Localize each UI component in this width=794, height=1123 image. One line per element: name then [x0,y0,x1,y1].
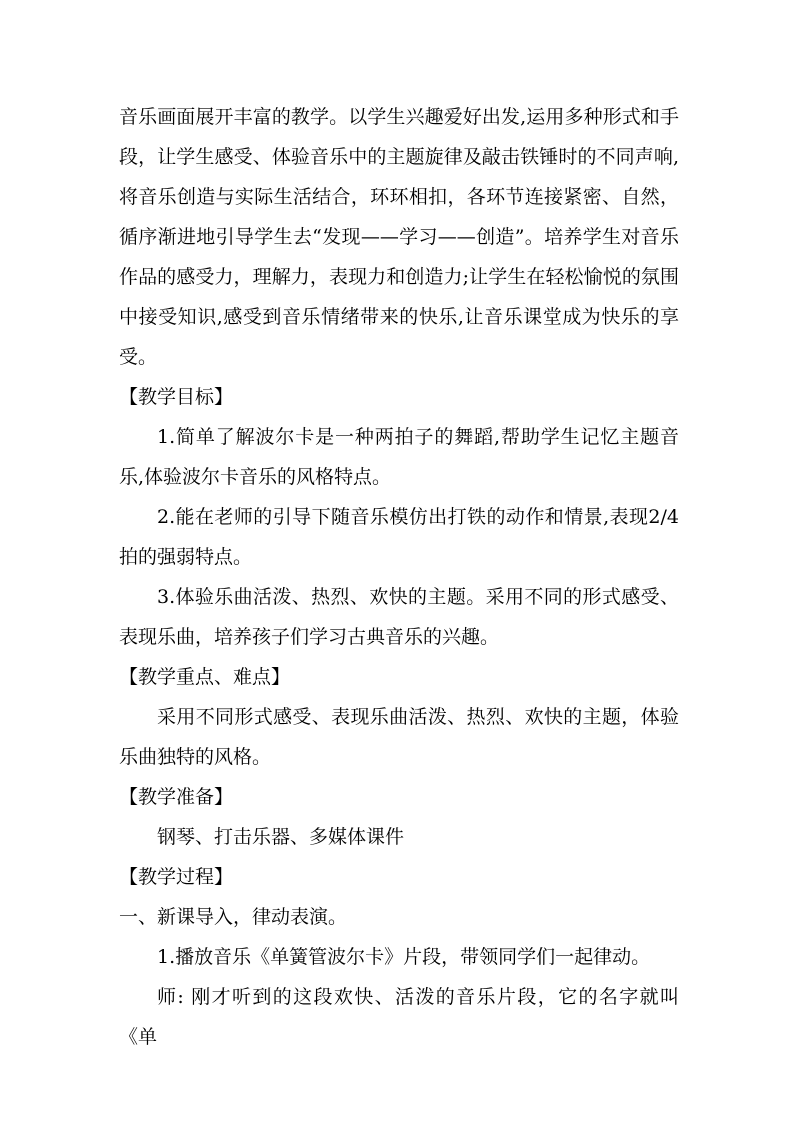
process-step-item: 1.播放音乐《单簧管波尔卡》片段，带领同学们一起律动。 [157,946,651,968]
key-points-text: 采用不同形式感受、表现乐曲活泼、热烈、欢快的主题，体验乐曲独特的风格。 [119,706,679,768]
objective-item-2: 2.能在老师的引导下随音乐模仿出打铁的动作和情景,表现2/4拍的强弱特点。 [119,506,679,568]
teacher-line: 师: 刚才听到的这段欢快、活泼的音乐片段，它的名字就叫《单 [119,986,679,1048]
objective-item-1: 1.简单了解波尔卡是一种两拍子的舞蹈,帮助学生记忆主题音乐,体验波尔卡音乐的风格特点。 [119,426,679,488]
intro-paragraph: 音乐画面展开丰富的教学。以学生兴趣爱好出发,运用多种形式和手段，让学生感受、体验音乐中的主题旋律及敲击铁锤时的不同声响,将音乐创造与实际生活结合，环环相扣，各环节连接紧密、自然，循序渐进地引导学生去“发现——学习——创造”。培养学生对音乐作品的感受力，理解力，表现力和创造力;让学生在轻松愉悦的氛围中接受知识,感受到音乐情绪带来的快乐,让音乐课堂成为快乐的享受。 [119,106,679,368]
objectives-heading: 【教学目标】 [119,386,234,408]
key-points-heading: 【教学重点、难点】 [119,666,291,688]
process-step-title: 一、新课导入，律动表演。 [119,906,348,928]
process-heading: 【教学过程】 [119,866,234,888]
preparation-heading: 【教学准备】 [119,786,234,808]
preparation-text: 钢琴、打击乐器、多媒体课件 [157,826,405,848]
document-body [119,97,679,1057]
objective-item-3: 3.体验乐曲活泼、热烈、欢快的主题。采用不同的形式感受、表现乐曲，培养孩子们学习古典音乐的兴趣。 [119,586,679,648]
